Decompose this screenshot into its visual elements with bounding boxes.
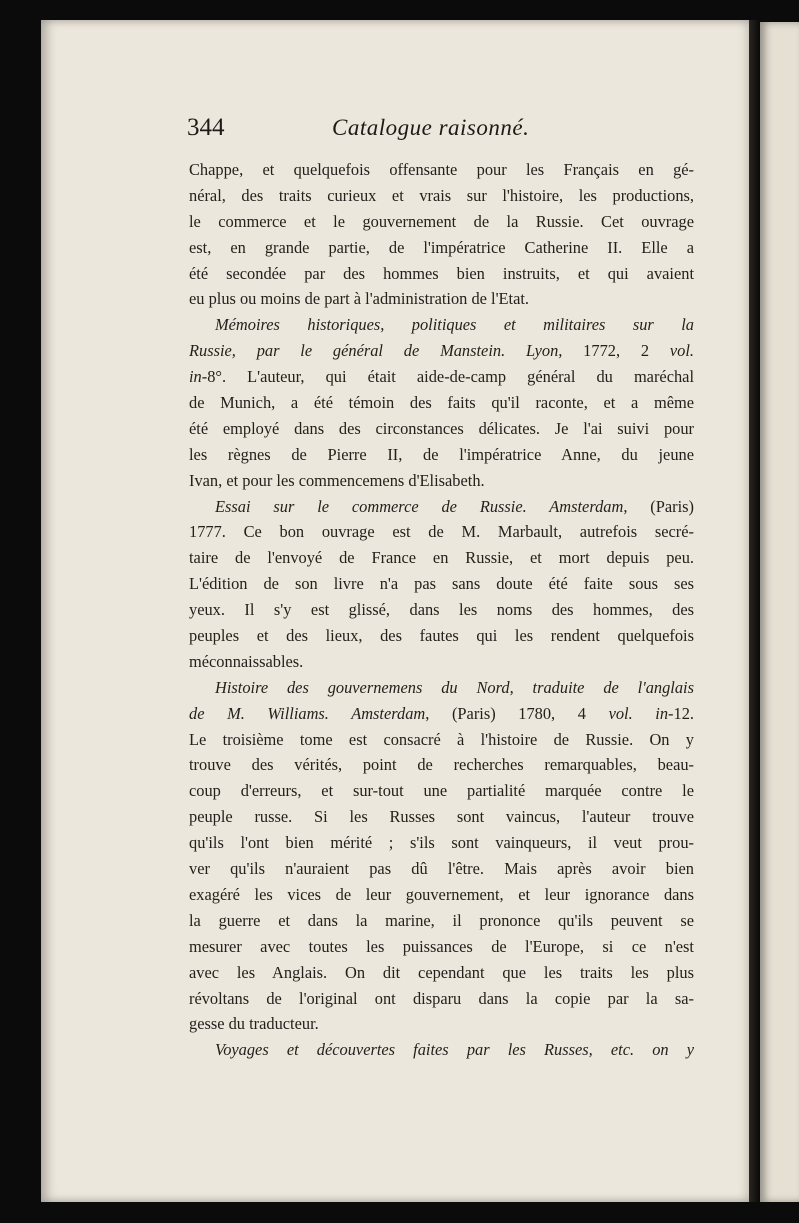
- text-line: [189, 442, 694, 468]
- text-line: [189, 364, 694, 390]
- italic-text: Histoire des gouvernemens du Nord, traduite de l'anglais: [215, 677, 694, 697]
- text-run: yeux. Il s'y est glissé, dans les noms des hommes, des: [189, 600, 694, 620]
- text-line: [189, 623, 694, 649]
- text-line: [189, 261, 694, 287]
- text-line: [189, 209, 694, 235]
- text-run: , (Paris): [623, 496, 694, 516]
- text-line: [189, 416, 694, 442]
- text-run: mesurer avec toutes les puissances de l'Europe, si ce n'est: [189, 936, 694, 956]
- italic-text: in-: [189, 367, 208, 387]
- text-run: méconnaissables.: [189, 651, 304, 671]
- text-line: [189, 727, 694, 753]
- text-line: [189, 960, 694, 986]
- text-run: révoltans de l'original ont disparu dans la copie par la sa-: [189, 988, 694, 1008]
- text-line: [189, 752, 694, 778]
- text-run: ver qu'ils n'auraient pas dû l'être. Mais après avoir bien: [189, 859, 694, 879]
- text-line: [189, 571, 694, 597]
- text-run: gesse du traducteur.: [189, 1014, 319, 1034]
- text-run: 1772, 2: [562, 341, 670, 361]
- text-line: [189, 468, 694, 494]
- text-run: 12.: [673, 703, 694, 723]
- italic-text: vol. in-: [608, 703, 674, 723]
- text-run: peuple russe. Si les Russes sont vaincus, l'auteur trouve: [189, 807, 694, 827]
- text-run: avec les Anglais. On dit cependant que les traits les plus: [189, 962, 694, 982]
- text-run: Ivan, et pour les commencemens d'Elisabeth.: [189, 470, 485, 490]
- body-text: [189, 157, 694, 1063]
- book-gutter: [749, 20, 760, 1202]
- text-run: de Munich, a été témoin des faits qu'il raconte, et a même: [189, 393, 694, 413]
- text-run: les règnes de Pierre II, de l'impératrice Anne, du jeune: [189, 444, 694, 464]
- text-line: [189, 338, 694, 364]
- text-line: [189, 649, 694, 675]
- text-line: [189, 856, 694, 882]
- text-run: été employé dans des circonstances délicates. Je l'ai suivi pour: [189, 418, 694, 438]
- text-line: [189, 494, 694, 520]
- text-line: [189, 157, 694, 183]
- text-line: [189, 934, 694, 960]
- text-run: coup d'erreurs, et sur-tout une partialité marquée contre le: [189, 781, 694, 801]
- text-run: Le troisième tome est consacré à l'histoire de Russie. On y: [189, 729, 694, 749]
- italic-text: Essai sur le commerce de Russie. Amsterdam: [215, 496, 624, 516]
- text-run: L'édition de son livre n'a pas sans doute été faite sous ses: [189, 574, 694, 594]
- page-number: 344: [187, 114, 225, 141]
- text-run: eu plus ou moins de part à l'administration de l'Etat.: [189, 289, 530, 309]
- text-line: [189, 390, 694, 416]
- text-line: [189, 701, 694, 727]
- text-run: le commerce et le gouvernement de la Russie. Cet ouvrage: [189, 211, 694, 231]
- text-line: [189, 545, 694, 571]
- text-line: [189, 286, 694, 312]
- text-line: [189, 804, 694, 830]
- text-line: [189, 235, 694, 261]
- text-run: taire de l'envoyé de France en Russie, et mort depuis peu.: [189, 548, 694, 568]
- text-run: été secondée par des hommes bien instruits, et qui avaient: [189, 263, 694, 283]
- text-line: [189, 908, 694, 934]
- italic-text: de M. Williams. Amsterdam: [189, 703, 426, 723]
- text-line: [189, 519, 694, 545]
- text-run: 1777. Ce bon ouvrage est de M. Marbault, autrefois secré-: [189, 522, 694, 542]
- text-run: , (Paris) 1780, 4: [425, 703, 609, 723]
- text-line: [189, 986, 694, 1012]
- text-line: [189, 882, 694, 908]
- text-run: trouve des vérités, point de recherches remarquables, beau-: [189, 755, 694, 775]
- facing-page-edge: [760, 22, 799, 1202]
- text-run: 8°. L'auteur, qui était aide-de-camp général du maréchal: [207, 367, 694, 387]
- italic-text: Russie, par le général de Manstein. Lyon,: [189, 341, 563, 361]
- page-header: [147, 114, 547, 144]
- text-line: [189, 597, 694, 623]
- text-run: peuples et des lieux, des fautes qui les rendent quelquefois: [189, 626, 694, 646]
- running-title: Catalogue raisonné.: [332, 115, 530, 140]
- text-run: la guerre et dans la marine, il prononce qu'ils peuvent se: [189, 910, 694, 930]
- text-line: [189, 1011, 694, 1037]
- text-line: [189, 675, 694, 701]
- italic-text: Mémoires historiques, politiques et militaires sur la: [215, 315, 694, 335]
- text-line: [189, 1037, 694, 1063]
- text-run: qu'ils l'ont bien mérité ; s'ils sont vainqueurs, il veut prou-: [189, 833, 694, 853]
- text-line: [189, 830, 694, 856]
- text-line: [189, 312, 694, 338]
- italic-text: Voyages et découvertes faites par les Russes, etc. on y: [215, 1040, 694, 1060]
- text-run: exagéré les vices de leur gouvernement, et leur ignorance dans: [189, 884, 694, 904]
- text-run: Chappe, et quelquefois offensante pour les Français en gé-: [189, 160, 694, 179]
- text-run: néral, des traits curieux et vrais sur l'histoire, les productions,: [189, 185, 694, 205]
- text-line: [189, 183, 694, 209]
- text-line: [189, 778, 694, 804]
- text-run: est, en grande partie, de l'impératrice Catherine II. Elle a: [189, 237, 694, 257]
- italic-text: vol.: [669, 341, 694, 361]
